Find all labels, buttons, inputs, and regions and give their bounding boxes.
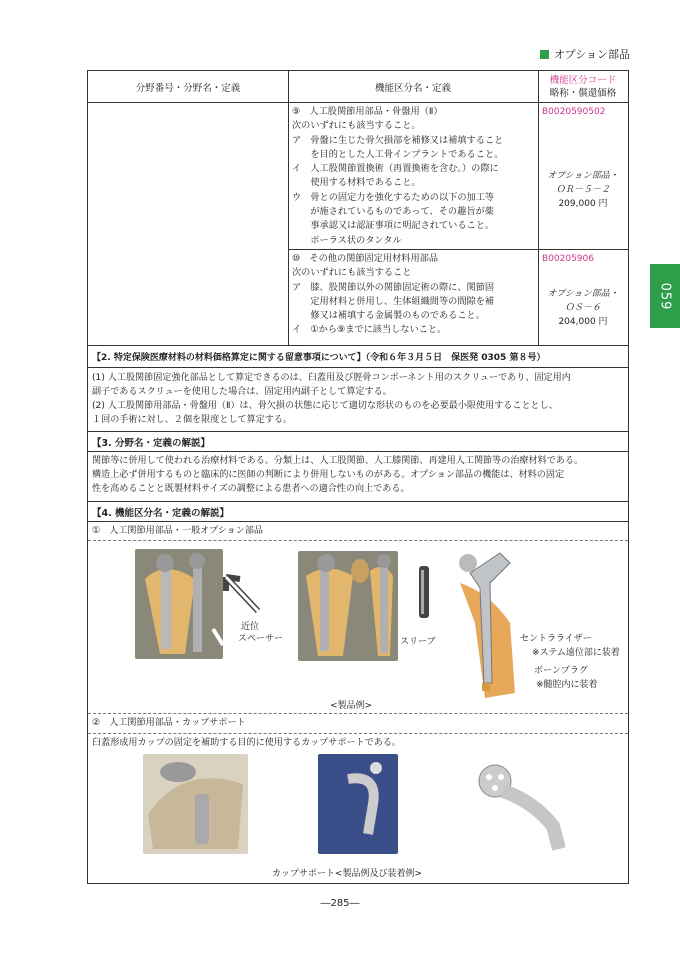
row1-line: イ 人工股関節置換術（再置換術を含む。）の際に [292, 163, 499, 175]
row1-line: 事承認又は認証事項に明記されていること。 [292, 220, 495, 232]
section4-title: 【4. 機能区分名・定義の解説】 [92, 508, 230, 519]
row1-line: ポーラス状のタンタル [292, 234, 402, 246]
section2-line: 副子であるスクリューを使用した場合は、固定用内副子として算定する。 [92, 387, 392, 397]
col2-header: 機能区分名・定義 [374, 83, 451, 94]
row1-line: ⑨ 人工股関節用部品・骨盤用（Ⅱ） [292, 106, 443, 117]
chapter-tab [650, 264, 680, 328]
row1-line: が施されているものであって、その趣旨が薬 [292, 206, 494, 218]
content-frame [87, 70, 629, 884]
section3-line: 関節等に併用して使われる治療材料である。分類上は、人工股関節、人工膝関節、再建用人工関節等の治療材料である。 [92, 456, 584, 466]
hip-implant-illustration [450, 543, 526, 703]
row1-abbr1: オプション部品・ [547, 171, 619, 181]
chapter-number: 059 [657, 282, 673, 310]
row1-price: 209,000 円 [558, 199, 608, 209]
boneplug-note: ※髄腔内に装着 [536, 680, 598, 690]
sleeve-label: スリーブ [400, 637, 436, 647]
row2-line: 修又は補填する金属製のものであること。 [292, 310, 485, 322]
col3-header [538, 71, 628, 103]
row2-line: イ ①から⑨までに該当しないこと。 [292, 324, 447, 336]
row1-line: ア 骨盤に生じた骨欠損部を補修又は補填すること [292, 134, 504, 146]
row2-abbr2: ＯＳ－６ [564, 303, 601, 313]
row1-line: を目的とした人工骨インプラントであること。 [292, 148, 504, 160]
green-square-icon [540, 50, 549, 59]
section3-line: 性を高めることと既製材料サイズの調整による患者への適合性の向上である。 [92, 484, 410, 494]
product-example-caption: <製品例> [330, 701, 373, 711]
category-header [540, 46, 630, 62]
row1-code: B0020590502 [542, 107, 606, 117]
subsection1-title: ① 人工関節用部品・一般オプション部品 [92, 526, 264, 536]
row1-line: 次のいずれにも該当すること。 [292, 120, 421, 132]
row2-line: ⑩ その他の関節固定用材料用部品 [292, 253, 439, 264]
arrow-icon [218, 571, 263, 621]
row1-line: ウ 骨との固定力を強化するための以下の加工等 [292, 191, 495, 203]
row2-price-block [539, 287, 627, 329]
section4-heading [88, 502, 628, 522]
boneplug-label: ボーンプラグ [534, 666, 588, 676]
cup-support-render [473, 761, 573, 856]
hip-stem-comparison-photo [298, 551, 398, 661]
section3-line: 構造上必ず併用するものと臨床的に医師の判断により併用しないものがある。オプション部品の機能は、材料の固定 [92, 470, 565, 480]
sleeve-photo [416, 566, 432, 618]
section2-heading [88, 346, 628, 368]
table-header [88, 71, 628, 103]
table-body [88, 103, 628, 346]
col1-header: 分野番号・分野名・定義 [135, 83, 241, 94]
section2-line: １回の手術に対し、２個を限度として算定する。 [92, 415, 293, 425]
section3-title: 【3. 分野名・定義の解説】 [92, 438, 211, 449]
row1-abbr2: ＯＲ－５－２ [555, 185, 610, 195]
row1-price-block [539, 169, 627, 211]
col3-price-header: 略称・償還価格 [549, 88, 617, 99]
row1-text [292, 105, 503, 248]
cup-support-caption: カップサポート<製品例及び装着例> [272, 869, 422, 879]
centralizer-label: セントラライザー [520, 634, 592, 644]
hip-stem-spacer-photo [135, 549, 223, 659]
row2-line: 定用材料と併用し、生体組織間等の間隙を補 [292, 295, 495, 307]
subsection2-title: ② 人工関節用部品・カップサポート [92, 718, 246, 728]
section2-line: (2) 人工股関節用部品・骨盤用（Ⅱ）は、骨欠損の状態に応じて適切な形状のものを必要最小限使用することとし、 [92, 401, 558, 411]
row2-code: B00205906 [542, 254, 594, 264]
centralizer-note: ※ステム遠位部に装着 [532, 648, 620, 658]
row2-line: ア 膝、股関節以外の関節固定術の際に、関節固 [292, 281, 495, 293]
section3-body [88, 452, 628, 502]
row1-line: 使用する材料であること。 [292, 177, 421, 189]
row2-line: 次のいずれにも該当すること [292, 267, 412, 279]
section3-heading [88, 432, 628, 452]
spacer-label-1: 近位 [241, 622, 260, 632]
row2-price: 204,000 円 [558, 317, 608, 327]
cup-support-photo [318, 754, 398, 854]
cup-support-model-photo [143, 754, 248, 854]
row2-abbr1: オプション部品・ [547, 289, 619, 299]
row2-text [292, 252, 494, 338]
section2-line: (1) 人工股関節固定強化部品として算定できるのは、臼蓋用及び脛骨コンポーネント用のスクリューであり、固定用内 [92, 373, 571, 383]
category-label: オプション部品 [553, 48, 630, 61]
subsection2-description: 臼蓋形成用カップの固定を補助する目的に使用するカップサポートである。 [92, 738, 402, 748]
page-number: ―285― [320, 898, 360, 909]
section2-body [88, 368, 628, 432]
spacer-label-2: スペーサー [238, 634, 284, 644]
section2-title: 【2. 特定保険医療材料の材料価格算定に関する留意事項について】（令和６年３月５日 保医発 0305 第８号） [92, 353, 546, 363]
col3-code-header: 機能区分コード [549, 75, 617, 86]
